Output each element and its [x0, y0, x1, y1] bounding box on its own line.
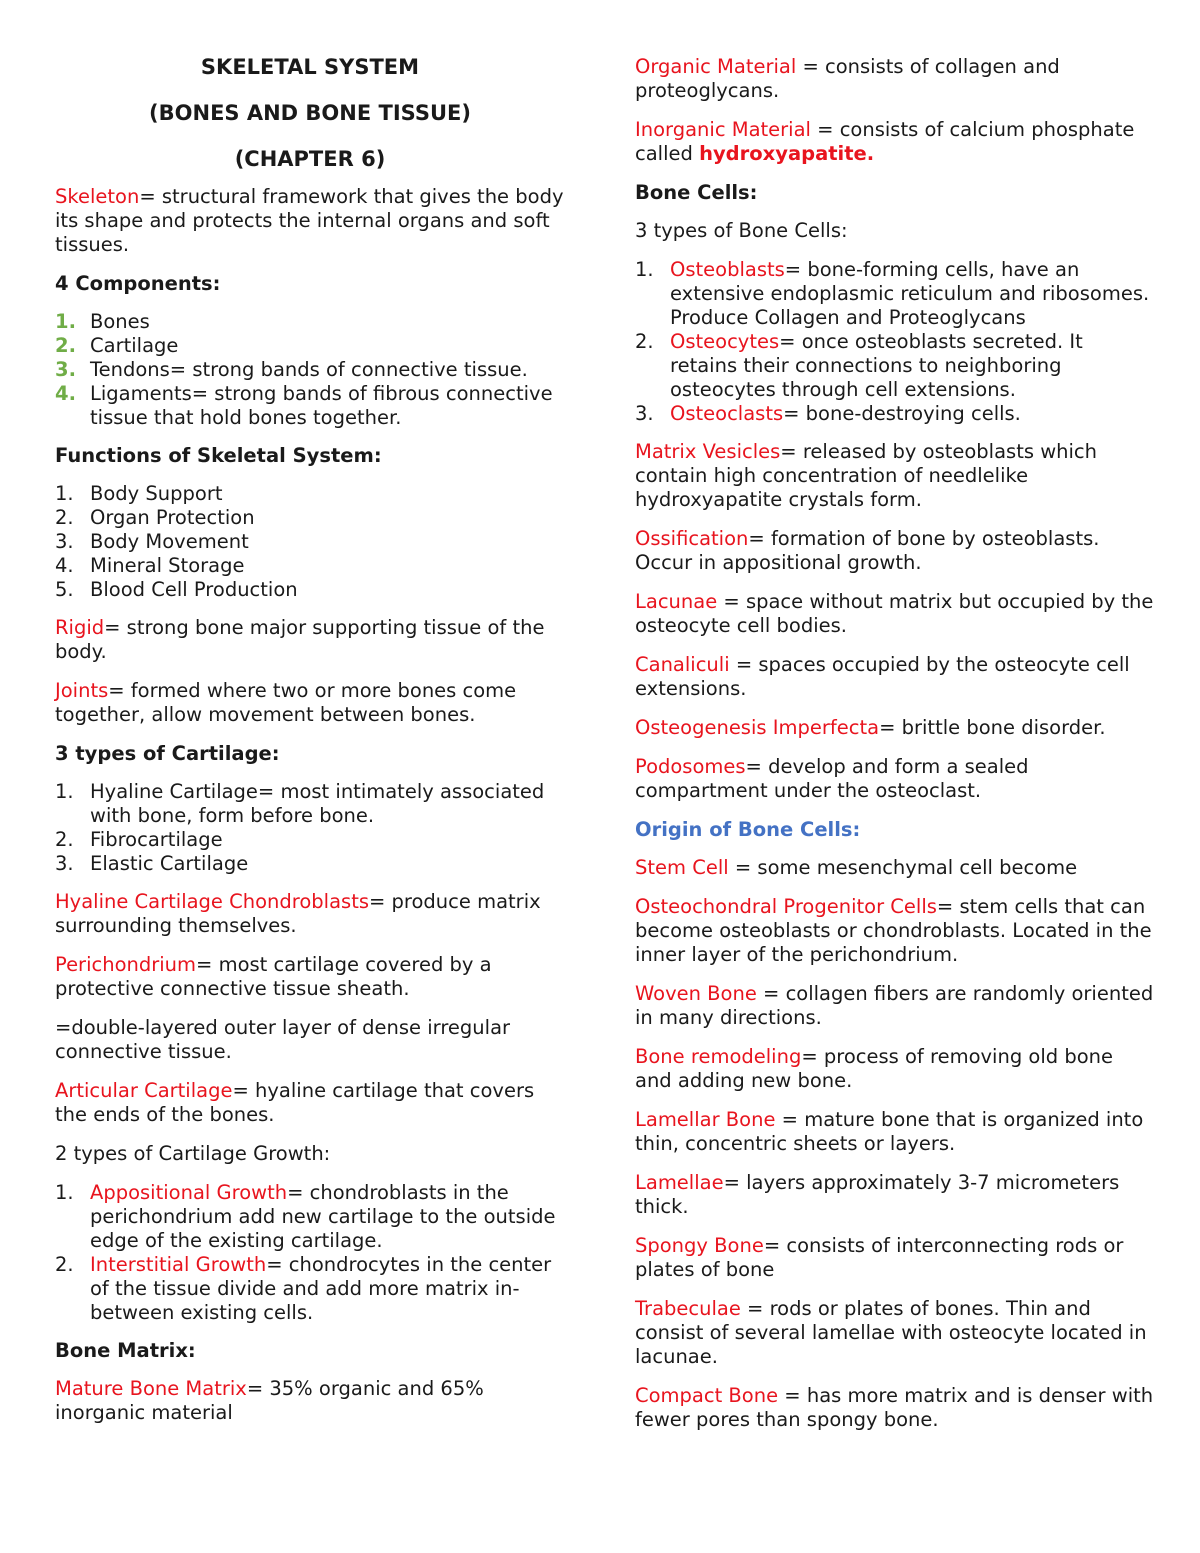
definition: = spaces occupied by the osteocyte cell extensions. [635, 653, 1130, 700]
definition: = formation of bone by osteoblasts. Occur in appositional growth. [635, 527, 1100, 574]
definition: = collagen fibers are randomly oriented in many directions. [635, 982, 1154, 1029]
list-text: Cartilage [90, 334, 179, 357]
term: Lamellar Bone [635, 1108, 776, 1131]
origin-heading: Origin of Bone Cells: [635, 818, 861, 841]
list-item [55, 1253, 565, 1325]
lamellar-bone-definition [635, 1108, 1155, 1156]
articular-definition [55, 1079, 565, 1127]
bone-cells-intro: 3 types of Bone Cells: [635, 219, 848, 242]
list-item [55, 506, 565, 530]
definition: = once osteoblasts secreted. It retains their connections to neighboring osteocytes through cell extensions. [670, 330, 1083, 401]
definition: = hyaline cartilage that covers the ends of the bones. [55, 1079, 535, 1126]
bone-cells-list [635, 258, 1155, 426]
podosomes-definition [635, 755, 1155, 803]
definition: = space without matrix but occupied by the osteocyte cell bodies. [635, 590, 1154, 637]
list-item [635, 258, 1155, 330]
term: Lamellae [635, 1171, 724, 1194]
definition: = stem cells that can become osteoblasts or chondroblasts. Located in the inner layer of the perichondrium. [635, 895, 1152, 966]
definition: = brittle bone disorder. [879, 716, 1106, 739]
list-text: Fibrocartilage [90, 828, 223, 851]
list-number: 3. [635, 402, 654, 425]
term: Compact Bone [635, 1384, 779, 1407]
list-text: Body Movement [90, 530, 249, 553]
term: Organic Material [635, 55, 797, 78]
stem-cell-definition [635, 856, 1155, 880]
definition: = bone-destroying cells. [783, 402, 1021, 425]
vesicles-definition [635, 440, 1155, 512]
term: Podosomes [635, 755, 746, 778]
list-item [55, 334, 565, 358]
term: Rigid [55, 616, 105, 639]
definition: = consists of collagen and proteoglycans. [635, 55, 1060, 102]
definition: = strong bone major supporting tissue of the body. [55, 616, 545, 663]
bone-cells-heading: Bone Cells: [635, 181, 758, 204]
term: Canaliculi [635, 653, 730, 676]
list-item [55, 358, 565, 382]
term: Spongy Bone [635, 1234, 764, 1257]
list-text: Body Support [90, 482, 223, 505]
cartilage-heading: 3 types of Cartilage: [55, 742, 280, 765]
list-text: Tendons= strong bands of connective tissue. [90, 358, 528, 381]
list-number: 2. [55, 334, 76, 357]
term: Trabeculae [635, 1297, 741, 1320]
list-number: 2. [635, 330, 654, 353]
list-text: Elastic Cartilage [90, 852, 249, 875]
spongy-bone-definition [635, 1234, 1155, 1282]
list-item [55, 482, 565, 506]
growth-list [55, 1181, 565, 1325]
woven-bone-definition [635, 982, 1155, 1030]
definition: = produce matrix surrounding themselves. [55, 890, 541, 937]
list-number: 2. [55, 506, 74, 529]
matrix-heading: Bone Matrix: [55, 1339, 196, 1362]
term: Articular Cartilage [55, 1079, 233, 1102]
definition: = rods or plates of bones. Thin and consist of several lamellae with osteocyte located in lacunae. [635, 1297, 1147, 1368]
definition: = most cartilage covered by a protective connective tissue sheath. [55, 953, 492, 1000]
right-column [635, 55, 1155, 1447]
ossification-definition [635, 527, 1155, 575]
list-number: 1. [55, 780, 74, 803]
term: Perichondrium [55, 953, 197, 976]
list-item [55, 554, 565, 578]
list-item [55, 530, 565, 554]
list-text: Organ Protection [90, 506, 255, 529]
definition: = chondrocytes in the center of the tissue divide and add more matrix in-between existing cells. [90, 1253, 552, 1324]
doc-subtitle: (BONES AND BONE TISSUE) [149, 101, 471, 125]
list-number: 3. [55, 852, 74, 875]
compact-bone-definition [635, 1384, 1155, 1432]
doc-title: SKELETAL SYSTEM [200, 55, 420, 79]
list-text: Ligaments= strong bands of fibrous connective tissue that hold bones together. [90, 382, 553, 429]
list-text: Blood Cell Production [90, 578, 298, 601]
term: Osteoclasts [670, 402, 784, 425]
rigid-definition [55, 616, 565, 664]
components-heading: 4 Components: [55, 272, 221, 295]
definition: = mature bone that is organized into thin, concentric sheets or layers. [635, 1108, 1144, 1155]
remodeling-definition [635, 1045, 1155, 1093]
left-column [55, 55, 565, 1440]
imperfecta-definition [635, 716, 1155, 740]
list-text: Bones [90, 310, 150, 333]
list-item [55, 578, 565, 602]
inorganic-definition [635, 118, 1155, 166]
progenitor-definition [635, 895, 1155, 967]
list-number: 5. [55, 578, 74, 601]
term: Ossification [635, 527, 749, 550]
term: Matrix Vesicles [635, 440, 781, 463]
list-number: 2. [55, 1253, 74, 1276]
list-number: 2. [55, 828, 74, 851]
term: Osteocytes [670, 330, 780, 353]
functions-heading: Functions of Skeletal System: [55, 444, 382, 467]
organic-definition [635, 55, 1155, 103]
list-item [55, 852, 565, 876]
term: Osteoblasts [670, 258, 785, 281]
list-number: 1. [55, 482, 74, 505]
definition: = formed where two or more bones come together, allow movement between bones. [55, 679, 517, 726]
definition: = develop and form a sealed compartment under the osteoclast. [635, 755, 1029, 802]
skeleton-definition [55, 185, 565, 257]
definition: = released by osteoblasts which contain high concentration of needlelike hydroxyapatite crystals form. [635, 440, 1098, 511]
list-item [635, 402, 1155, 426]
term: Mature Bone Matrix [55, 1377, 247, 1400]
list-number: 4. [55, 554, 74, 577]
cartilage-types-list [55, 780, 565, 876]
canaliculi-definition [635, 653, 1155, 701]
perichondrium-extra: =double-layered outer layer of dense irregular connective tissue. [55, 1016, 511, 1063]
lacunae-definition [635, 590, 1155, 638]
list-item [55, 1181, 565, 1253]
list-number: 4. [55, 382, 76, 405]
list-number: 1. [55, 1181, 74, 1204]
term: Inorganic Material [635, 118, 811, 141]
perichondrium-definition [55, 953, 565, 1001]
list-text: Hyaline Cartilage= most intimately associated with bone, form before bone. [90, 780, 545, 827]
term: Osteogenesis Imperfecta [635, 716, 880, 739]
term: Joints [55, 679, 109, 702]
term: Skeleton [55, 185, 140, 208]
term: Osteochondral Progenitor Cells [635, 895, 937, 918]
term: Woven Bone [635, 982, 757, 1005]
definition: = process of removing old bone and adding new bone. [635, 1045, 1113, 1092]
list-number: 1. [635, 258, 654, 281]
list-item [55, 382, 565, 430]
list-item [55, 780, 565, 828]
trabeculae-definition [635, 1297, 1155, 1369]
term: Lacunae [635, 590, 718, 613]
list-number: 3. [55, 530, 74, 553]
mature-matrix-definition [55, 1377, 565, 1425]
list-item [55, 828, 565, 852]
joints-definition [55, 679, 565, 727]
definition: = layers approximately 3-7 micrometers thick. [635, 1171, 1120, 1218]
components-list [55, 310, 565, 430]
term: Hyaline Cartilage Chondroblasts [55, 890, 369, 913]
term: Bone remodeling [635, 1045, 802, 1068]
list-item [55, 310, 565, 334]
functions-list [55, 482, 565, 602]
definition: = consists of calcium phosphate called [635, 118, 1135, 165]
chondroblasts-definition [55, 890, 565, 938]
definition: = has more matrix and is denser with fewer pores than spongy bone. [635, 1384, 1154, 1431]
definition: = 35% organic and 65% inorganic material [55, 1377, 484, 1424]
definition: = some mesenchymal cell become [728, 856, 1078, 879]
definition: = consists of interconnecting rods or plates of bone [635, 1234, 1124, 1281]
term: Interstitial Growth [90, 1253, 267, 1276]
list-number: 3. [55, 358, 76, 381]
list-number: 1. [55, 310, 76, 333]
definition: = structural framework that gives the body its shape and protects the internal organs and soft tissues. [55, 185, 564, 256]
growth-intro: 2 types of Cartilage Growth: [55, 1142, 331, 1165]
list-item [635, 330, 1155, 402]
list-text: Mineral Storage [90, 554, 245, 577]
term: Stem Cell [635, 856, 729, 879]
emphasis: hydroxyapatite. [699, 142, 875, 165]
definition: = bone-forming cells, have an extensive endoplasmic reticulum and ribosomes. Produce Collagen and Proteoglycans [670, 258, 1150, 329]
definition: = chondroblasts in the perichondrium add new cartilage to the outside edge of the existing cartilage. [90, 1181, 556, 1252]
term: Appositional Growth [90, 1181, 288, 1204]
chapter-label: (CHAPTER 6) [234, 147, 386, 171]
lamellae-definition [635, 1171, 1155, 1219]
